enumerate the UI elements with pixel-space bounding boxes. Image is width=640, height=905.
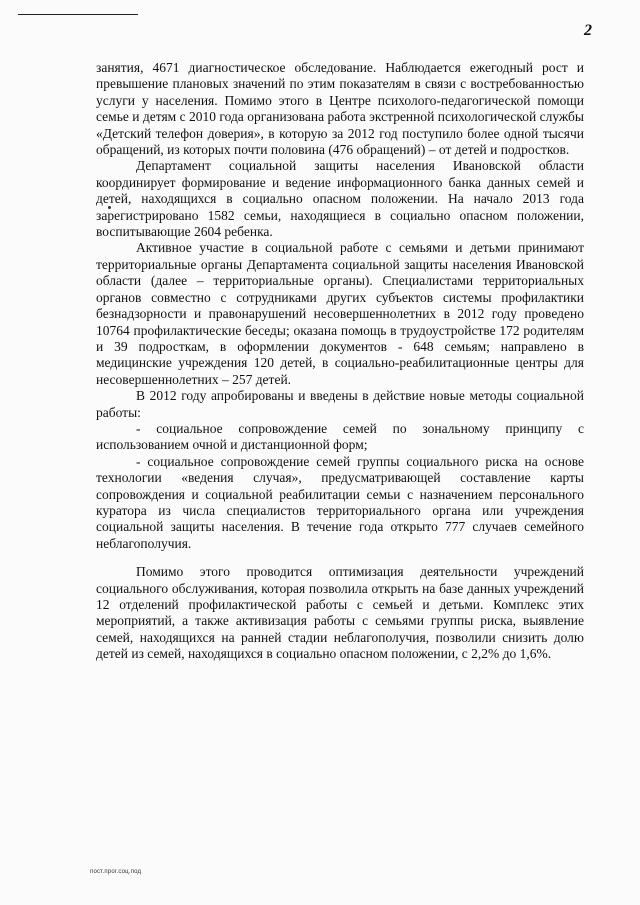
paragraph-department-database: Департамент социальной защиты населения Ивановской области координирует формирование и ведение информационного банка данных семей и детей, находящихся в социально опасном положении. На начало 2013 года зарегистрировано 1582 семьи, находящиеся в социально опасном положении, воспитывающие 2604 ребенка. xyxy=(96,158,584,240)
page-number: 2 xyxy=(584,22,592,39)
paragraph-new-methods-intro: В 2012 году апробированы и введены в действие новые методы социальной работы: xyxy=(96,388,584,420)
list-item-zonal-support: - социальное сопровождение семей по зональному принципу с использованием очной и дистанционной форм; xyxy=(96,420,584,453)
paragraph-territorial-bodies: Активное участие в социальной работе с семьями и детьми принимают территориальные органы Департамента социальной защиты населения Ивановской области (далее – территориальные органы). Специалистами территориальных органов совместно с сотрудниками других субъектов системы профилактики безнадзорности и правонарушений несовершеннолетних в 2012 году проведено 10764 профилактические беседы; оказана помощь в трудоустройстве 172 родителям и 39 подросткам, в оформлении документов - 648 семьям; направлено в медицинские учреждения 120 детей, в социально-реабилитационные центры для несовершеннолетних – 257 детей. xyxy=(96,240,584,387)
paragraph-optimization: Помимо этого проводится оптимизация деятельности учреждений социального обслуживания, которая позволила открыть на базе данных учреждений 12 отделений профилактической работы с семьей и детьми. Комплекс этих мероприятий, а также активизация работы с семьями группы риска, выявление семей, находящихся на ранней стадии неблагополучия, позволили снизить долю детей из семей, находящихся в социально опасном положении, с 2,2% до 1,6%. xyxy=(96,564,584,662)
list-item-case-management: - социальное сопровождение семей группы социального риска на основе технологии «ведения случая», предусматривающей составление карты сопровождения и социальной реабилитации семьи с назначением персонального куратора из числа специалистов территориального органа или учреждения социальной защиты населения. В течение года открыто 777 случаев семейного неблагополучия. xyxy=(96,453,584,551)
top-rule xyxy=(18,14,138,15)
paragraph-continuation: занятия, 4671 диагностическое обследование. Наблюдается ежегодный рост и превышение плановых значений по этим показателям в связи с востребованностью услуги у населения. Помимо этого в Центре психолого-педагогической помощи семье и детям с 2010 года организована работа экстренной психологической службы «Детский телефон доверия», в которую за 2012 год поступило более одной тысячи обращений, из которых почти половина (476 обращений) – от детей и подростков. xyxy=(96,60,584,158)
document-body xyxy=(96,60,584,663)
footer-code: пост.прог.соц.под xyxy=(90,869,142,875)
